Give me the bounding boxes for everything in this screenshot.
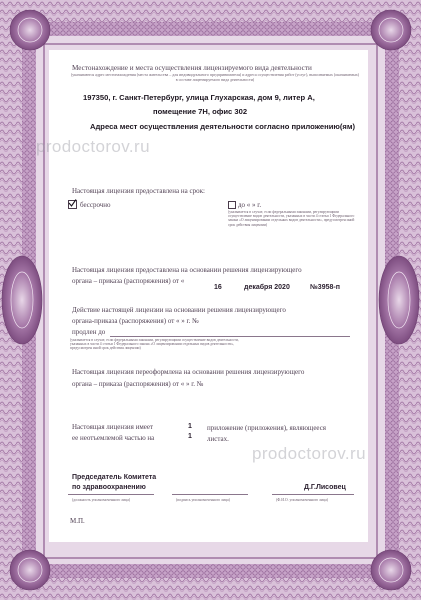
signatory-name: Д.Г.Лисовец xyxy=(304,484,346,491)
checkmark-icon xyxy=(68,199,77,208)
suspension-line-1: Действие настоящей лицензии на основании решения лицензирующего xyxy=(72,306,286,314)
basis-day: 16 xyxy=(214,284,222,291)
caption-signature: (подпись уполномоченного лица) xyxy=(176,498,230,502)
signatory-position-1: Председатель Комитета xyxy=(72,474,157,481)
suspension-line-2: органа-приказа (распоряжения) от « » г. № xyxy=(72,317,199,325)
appendix-line-2-suffix: листах. xyxy=(207,435,229,443)
basis-line-2: органа – приказа (распоряжения) от « xyxy=(72,277,185,285)
reissue-line-2: органа – приказа (распоряжения) от « » г. № xyxy=(72,380,204,388)
basis-month-year: декабря 2020 xyxy=(244,284,290,291)
term-until: до « » г. xyxy=(238,201,262,209)
term-until-note: (указывается в случае, если федеральными законами, регулирующими осуществление видов деятельности, указанных в части 4 статьи 1 Федерального закона «О лицензировании отдельных видов деятельности», предусмотрен иной срок действия лицензии) xyxy=(228,210,355,227)
address-line-1: 197350, г. Санкт-Петербург, улица Глухарская, дом 9, литер А, xyxy=(83,93,315,102)
header-subtitle: (указываются адрес местонахождения (места жительства – для индивидуального предпринимателя) и адреса осуществления работ (услуг), выполняемых (оказываемых) в составе лицензируемого вида деятельности) xyxy=(70,72,360,82)
header-title: Местонахождение и места осуществления лицензируемого вида деятельности xyxy=(72,64,312,72)
indefinite-checkbox xyxy=(68,200,77,209)
term-indefinite: бессрочно xyxy=(80,201,111,209)
appendix-line-1-prefix: Настоящая лицензия имеет xyxy=(72,423,154,431)
term-label: Настоящая лицензия предоставлена на срок: xyxy=(72,187,205,195)
appendix-address-line: Адреса мест осуществления деятельности согласно приложению(ям) xyxy=(90,122,355,131)
address-line-2: помещение 7Н, офис 302 xyxy=(153,107,248,116)
signatory-position-2: по здравоохранению xyxy=(72,484,146,491)
stamp-label: М.П. xyxy=(70,517,85,525)
caption-position: (должность уполномоченного лица) xyxy=(72,498,131,502)
sheet-count: 1 xyxy=(188,433,192,440)
watermark-top: prodoctorov.ru xyxy=(36,137,150,156)
until-checkbox xyxy=(228,201,236,209)
watermark-bottom: prodoctorov.ru xyxy=(252,444,366,463)
basis-number: №3958-п xyxy=(310,284,340,291)
caption-name: (Ф.И.О. уполномоченного лица) xyxy=(276,498,329,502)
appendix-line-2-prefix: ее неотъемлемой частью на xyxy=(72,434,155,442)
basis-line-1: Настоящая лицензия предоставлена на основании решения лицензирующего xyxy=(72,266,302,274)
suspension-note: (указывается в случае, если федеральными законами, регулирующими осуществление видов деятельности, указанных в части 4 статьи 1 Федерального закона «О лицензировании отдельных видов деятельности», предусмотрен иной срок действия лицензии) xyxy=(70,338,239,351)
appendix-count: 1 xyxy=(188,423,192,430)
appendix-line-1-suffix: приложение (приложения), являющееся xyxy=(207,424,327,432)
suspension-line-3: продлен до xyxy=(72,328,106,336)
reissue-line-1: Настоящая лицензия переоформлена на основании решения лицензирующего xyxy=(72,368,305,376)
